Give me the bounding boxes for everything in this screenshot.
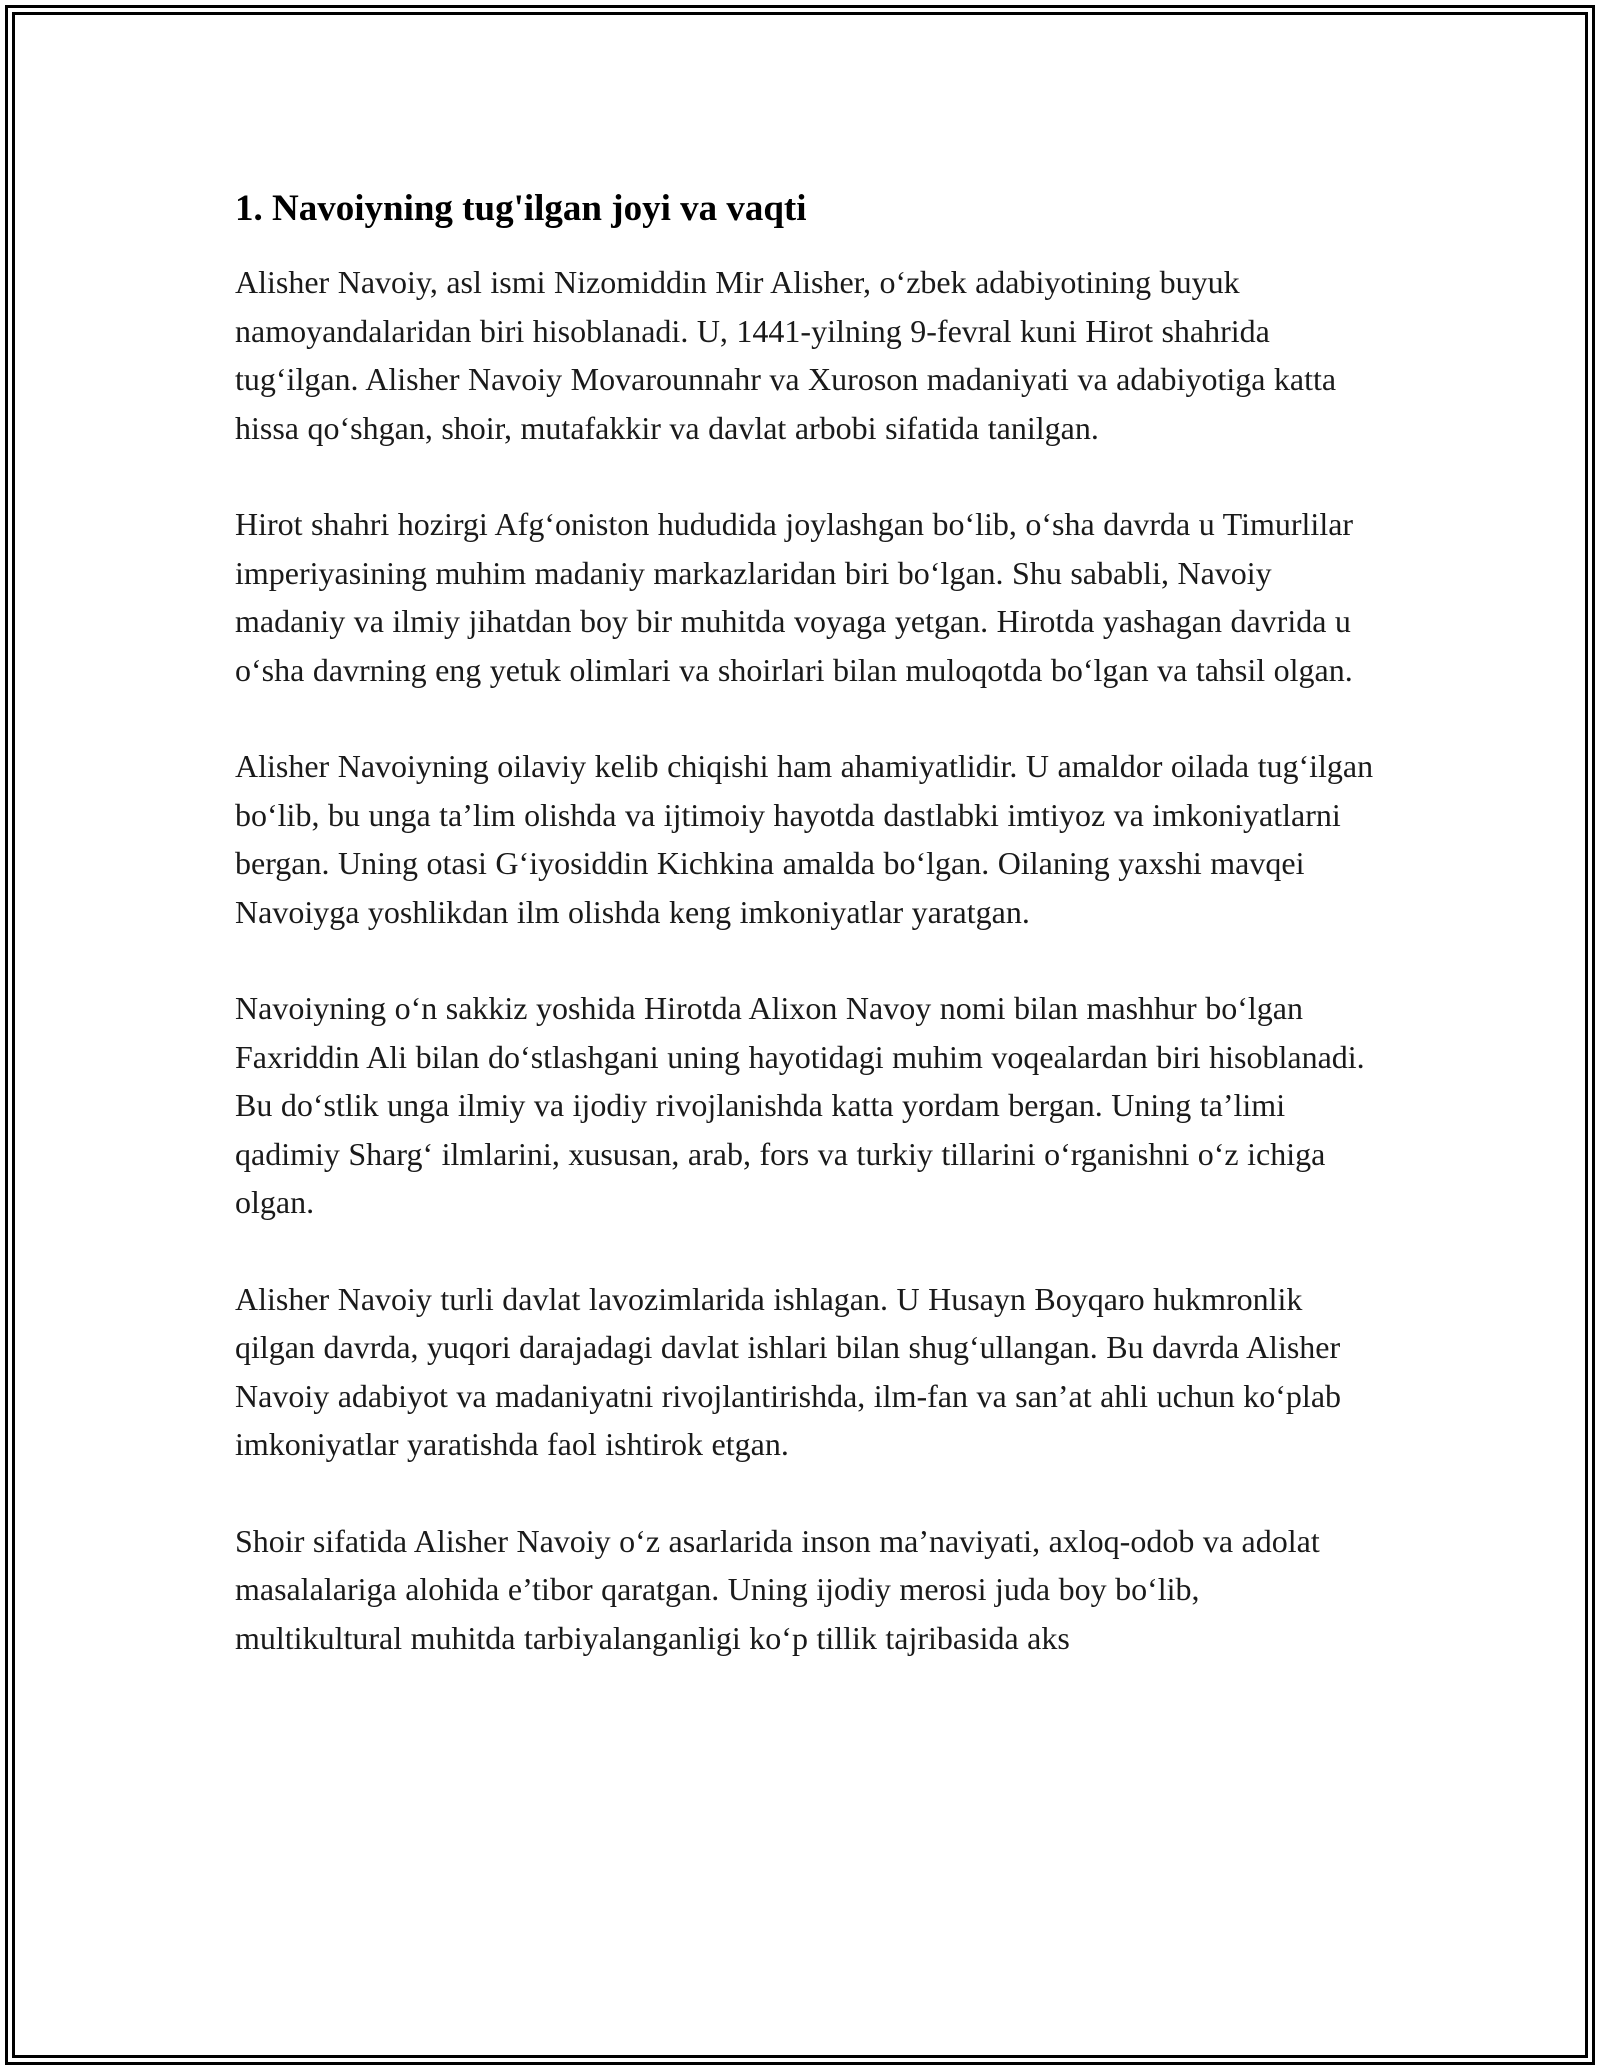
paragraph-family: Alisher Navoiyning oilaviy kelib chiqishi ham ahamiyatlidir. U amaldor oilada tug‘ilgan bo‘lib, bu unga ta’lim olishda va ijtimoiy hayotda dastlabki imtiyoz va imkoniyatlarni bergan. Uning otasi G‘iyosiddin Kichkina amalda bo‘lgan. Oilaning yaxshi mavqei Navoiyga yoshlikdan ilm olishda keng imkoniyatlar yaratgan. xyxy=(235,748,1374,930)
paragraph-herat: Hirot shahri hozirgi Afg‘oniston hududida joylashgan bo‘lib, o‘sha davrda u Timurlilar imperiyasining muhim madaniy markazlaridan biri bo‘lgan. Shu sababli, Navoiy madaniy va ilmiy jihatdan boy bir muhitda voyaga yetgan. Hirotda yashagan davrida u o‘sha davrning eng yetuk olimlari va shoirlari bilan muloqotda bo‘lgan va tahsil olgan. xyxy=(235,506,1354,688)
paragraph-state-service: Alisher Navoiy turli davlat lavozimlarida ishlagan. U Husayn Boyqaro hukmronlik qilgan davrda, yuqori darajadagi davlat ishlari bilan shug‘ullangan. Bu davrda Alisher Navoiy adabiyot va madaniyatni rivojlantirishda, ilm-fan va san’at ahli uchun ko‘plab imkoniyatlar yaratishda faol ishtirok etgan. xyxy=(235,1280,1342,1462)
paragraph-poet: Shoir sifatida Alisher Navoiy o‘z asarlarida inson ma’naviyati, axloq-odob va adolat masalalariga alohida e’tibor qaratgan. Uning ijodiy merosi juda boy bo‘lib, multikultural muhitda tarbiyalanganligi ko‘p tillik tajribasida aks xyxy=(235,1522,1320,1656)
paragraph-birth: Alisher Navoiy, asl ismi Nizomiddin Mir Alisher, o‘zbek adabiyotining buyuk namoyandalaridan biri hisoblanadi. U, 1441-yilning 9-fevral kuni Hirot shahrida tug‘ilgan. Alisher Navoiy Movarounnahr va Xuroson madaniyati va adabiyotiga katta hissa qo‘shgan, shoir, mutafakkir va davlat arbobi sifatida tanilgan. xyxy=(235,264,1337,446)
section-heading: 1. Navoiyning tug'ilgan joyi va vaqti xyxy=(235,188,807,229)
paragraph-friendship: Navoiyning o‘n sakkiz yoshida Hirotda Alixon Navoy nomi bilan mashhur bo‘lgan Faxriddin Ali bilan do‘stlashgani uning hayotidagi muhim voqealardan biri hisoblanadi. Bu do‘stlik unga ilmiy va ijodiy rivojlanishda katta yordam bergan. Uning ta’limi qadimiy Sharg‘ ilmlarini, xususan, arab, fors va turkiy tillarini o‘rganishni o‘z ichiga olgan. xyxy=(235,990,1365,1220)
document-body xyxy=(235,186,1375,1710)
